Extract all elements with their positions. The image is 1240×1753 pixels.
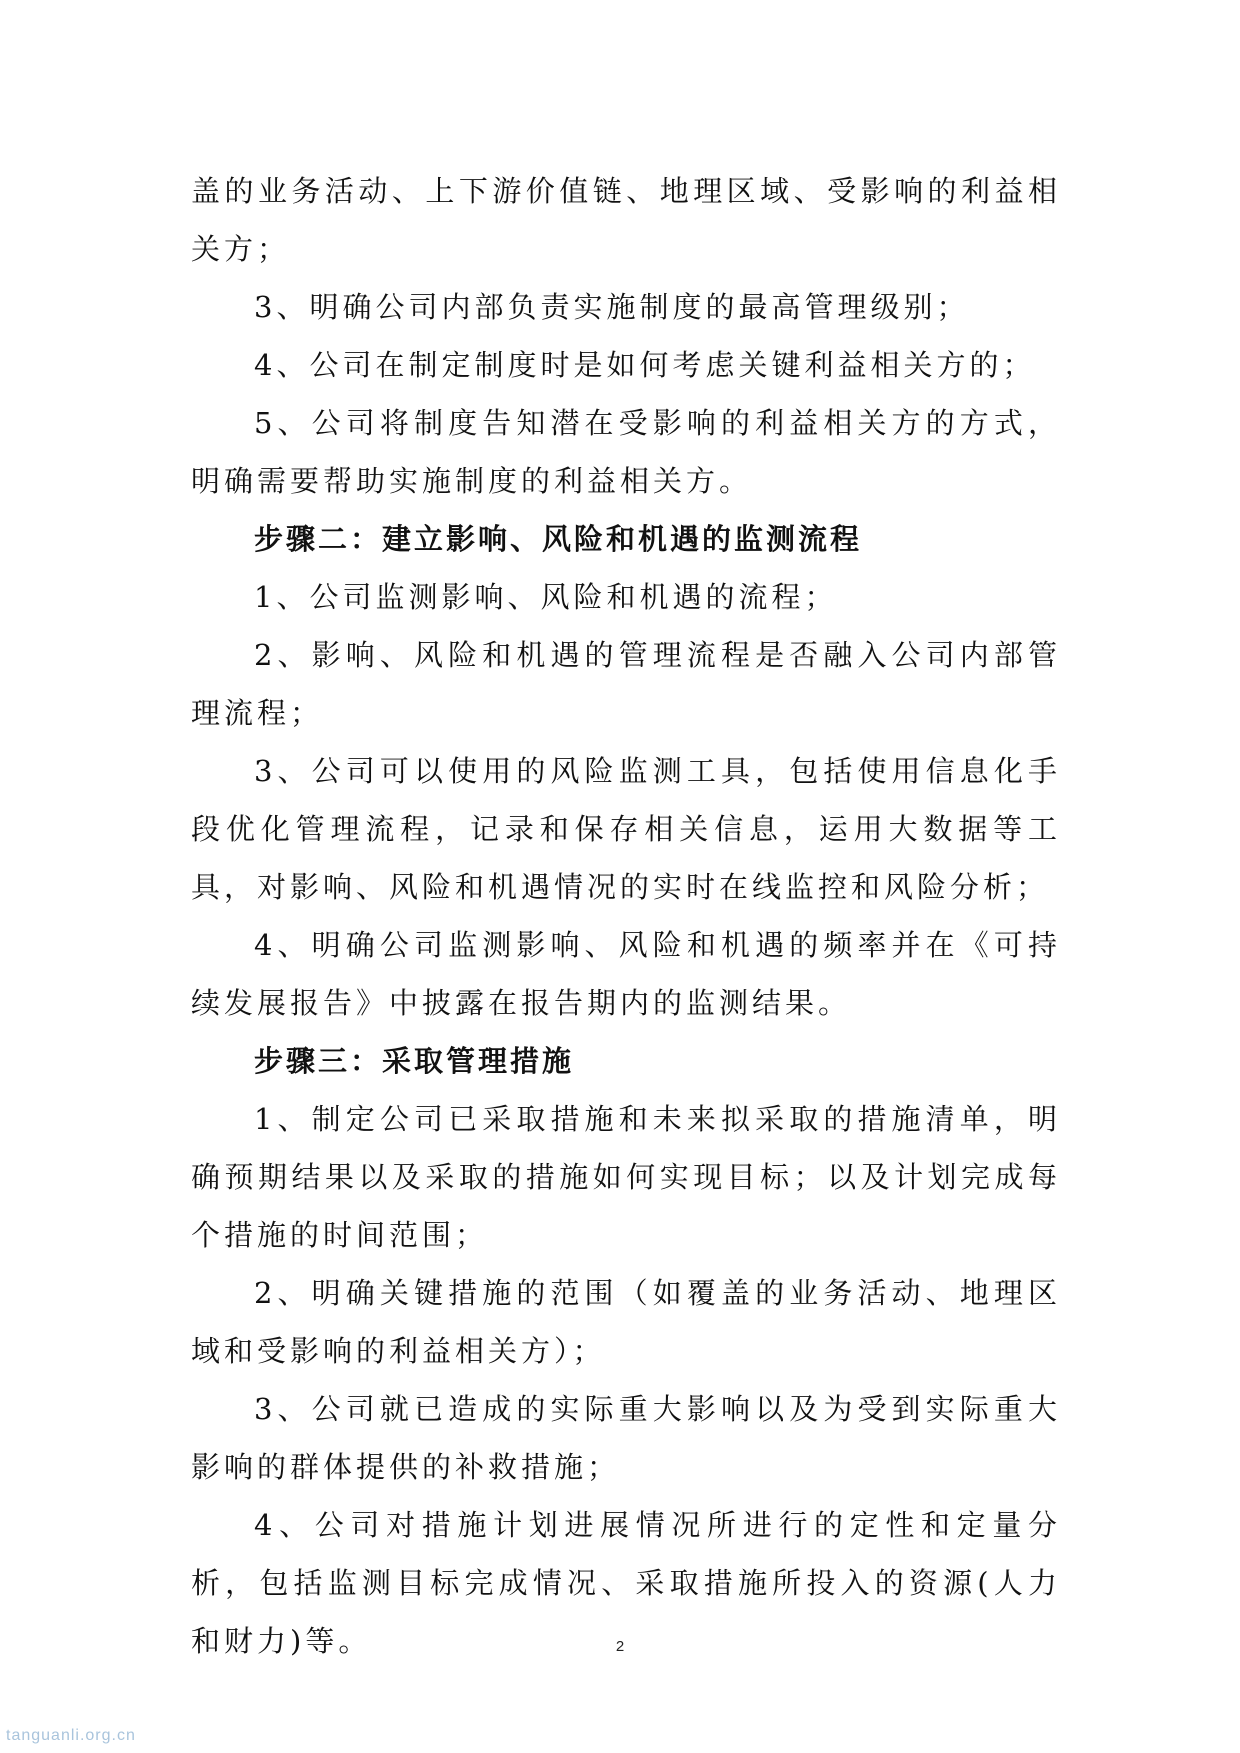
paragraph: 2、影响、风险和机遇的管理流程是否融入公司内部管理流程；	[191, 638, 1061, 730]
paragraph: 1、制定公司已采取措施和未来拟采取的措施清单，明确预期结果以及采取的措施如何实现目标；以及计划完成每个措施的时间范围；	[191, 1102, 1061, 1252]
paragraph: 3、公司可以使用的风险监测工具，包括使用信息化手段优化管理流程，记录和保存相关信息，运用大数据等工具，对影响、风险和机遇情况的实时在线监控和风险分析；	[191, 754, 1061, 904]
paragraph: 3、明确公司内部负责实施制度的最高管理级别；	[254, 290, 970, 324]
paragraph: 2、明确关键措施的范围（如覆盖的业务活动、地理区域和受影响的利益相关方）；	[191, 1276, 1061, 1368]
paragraph: 5、公司将制度告知潜在受影响的利益相关方的方式，明确需要帮助实施制度的利益相关方。	[191, 406, 1061, 498]
paragraph: 4、公司在制定制度时是如何考虑关键利益相关方的；	[254, 348, 1036, 382]
paragraph: 1、公司监测影响、风险和机遇的流程；	[254, 580, 838, 614]
paragraph: 4、公司对措施计划进展情况所进行的定性和定量分析，包括监测目标完成情况、采取措施所投入的资源(人力和财力)等。	[191, 1508, 1061, 1658]
page-number: 2	[615, 1638, 625, 1655]
paragraph: 盖的业务活动、上下游价值链、地理区域、受影响的利益相关方；	[191, 174, 1061, 266]
section-heading: 步骤二：建立影响、风险和机遇的监测流程	[254, 522, 863, 556]
document-body	[191, 162, 1061, 1670]
watermark-text: tanguanli.org.cn	[6, 1727, 136, 1744]
paragraph: 3、公司就已造成的实际重大影响以及为受到实际重大影响的群体提供的补救措施；	[191, 1392, 1061, 1484]
section-heading: 步骤三：采取管理措施	[254, 1044, 575, 1078]
paragraph: 4、明确公司监测影响、风险和机遇的频率并在《可持续发展报告》中披露在报告期内的监测结果。	[191, 928, 1061, 1020]
